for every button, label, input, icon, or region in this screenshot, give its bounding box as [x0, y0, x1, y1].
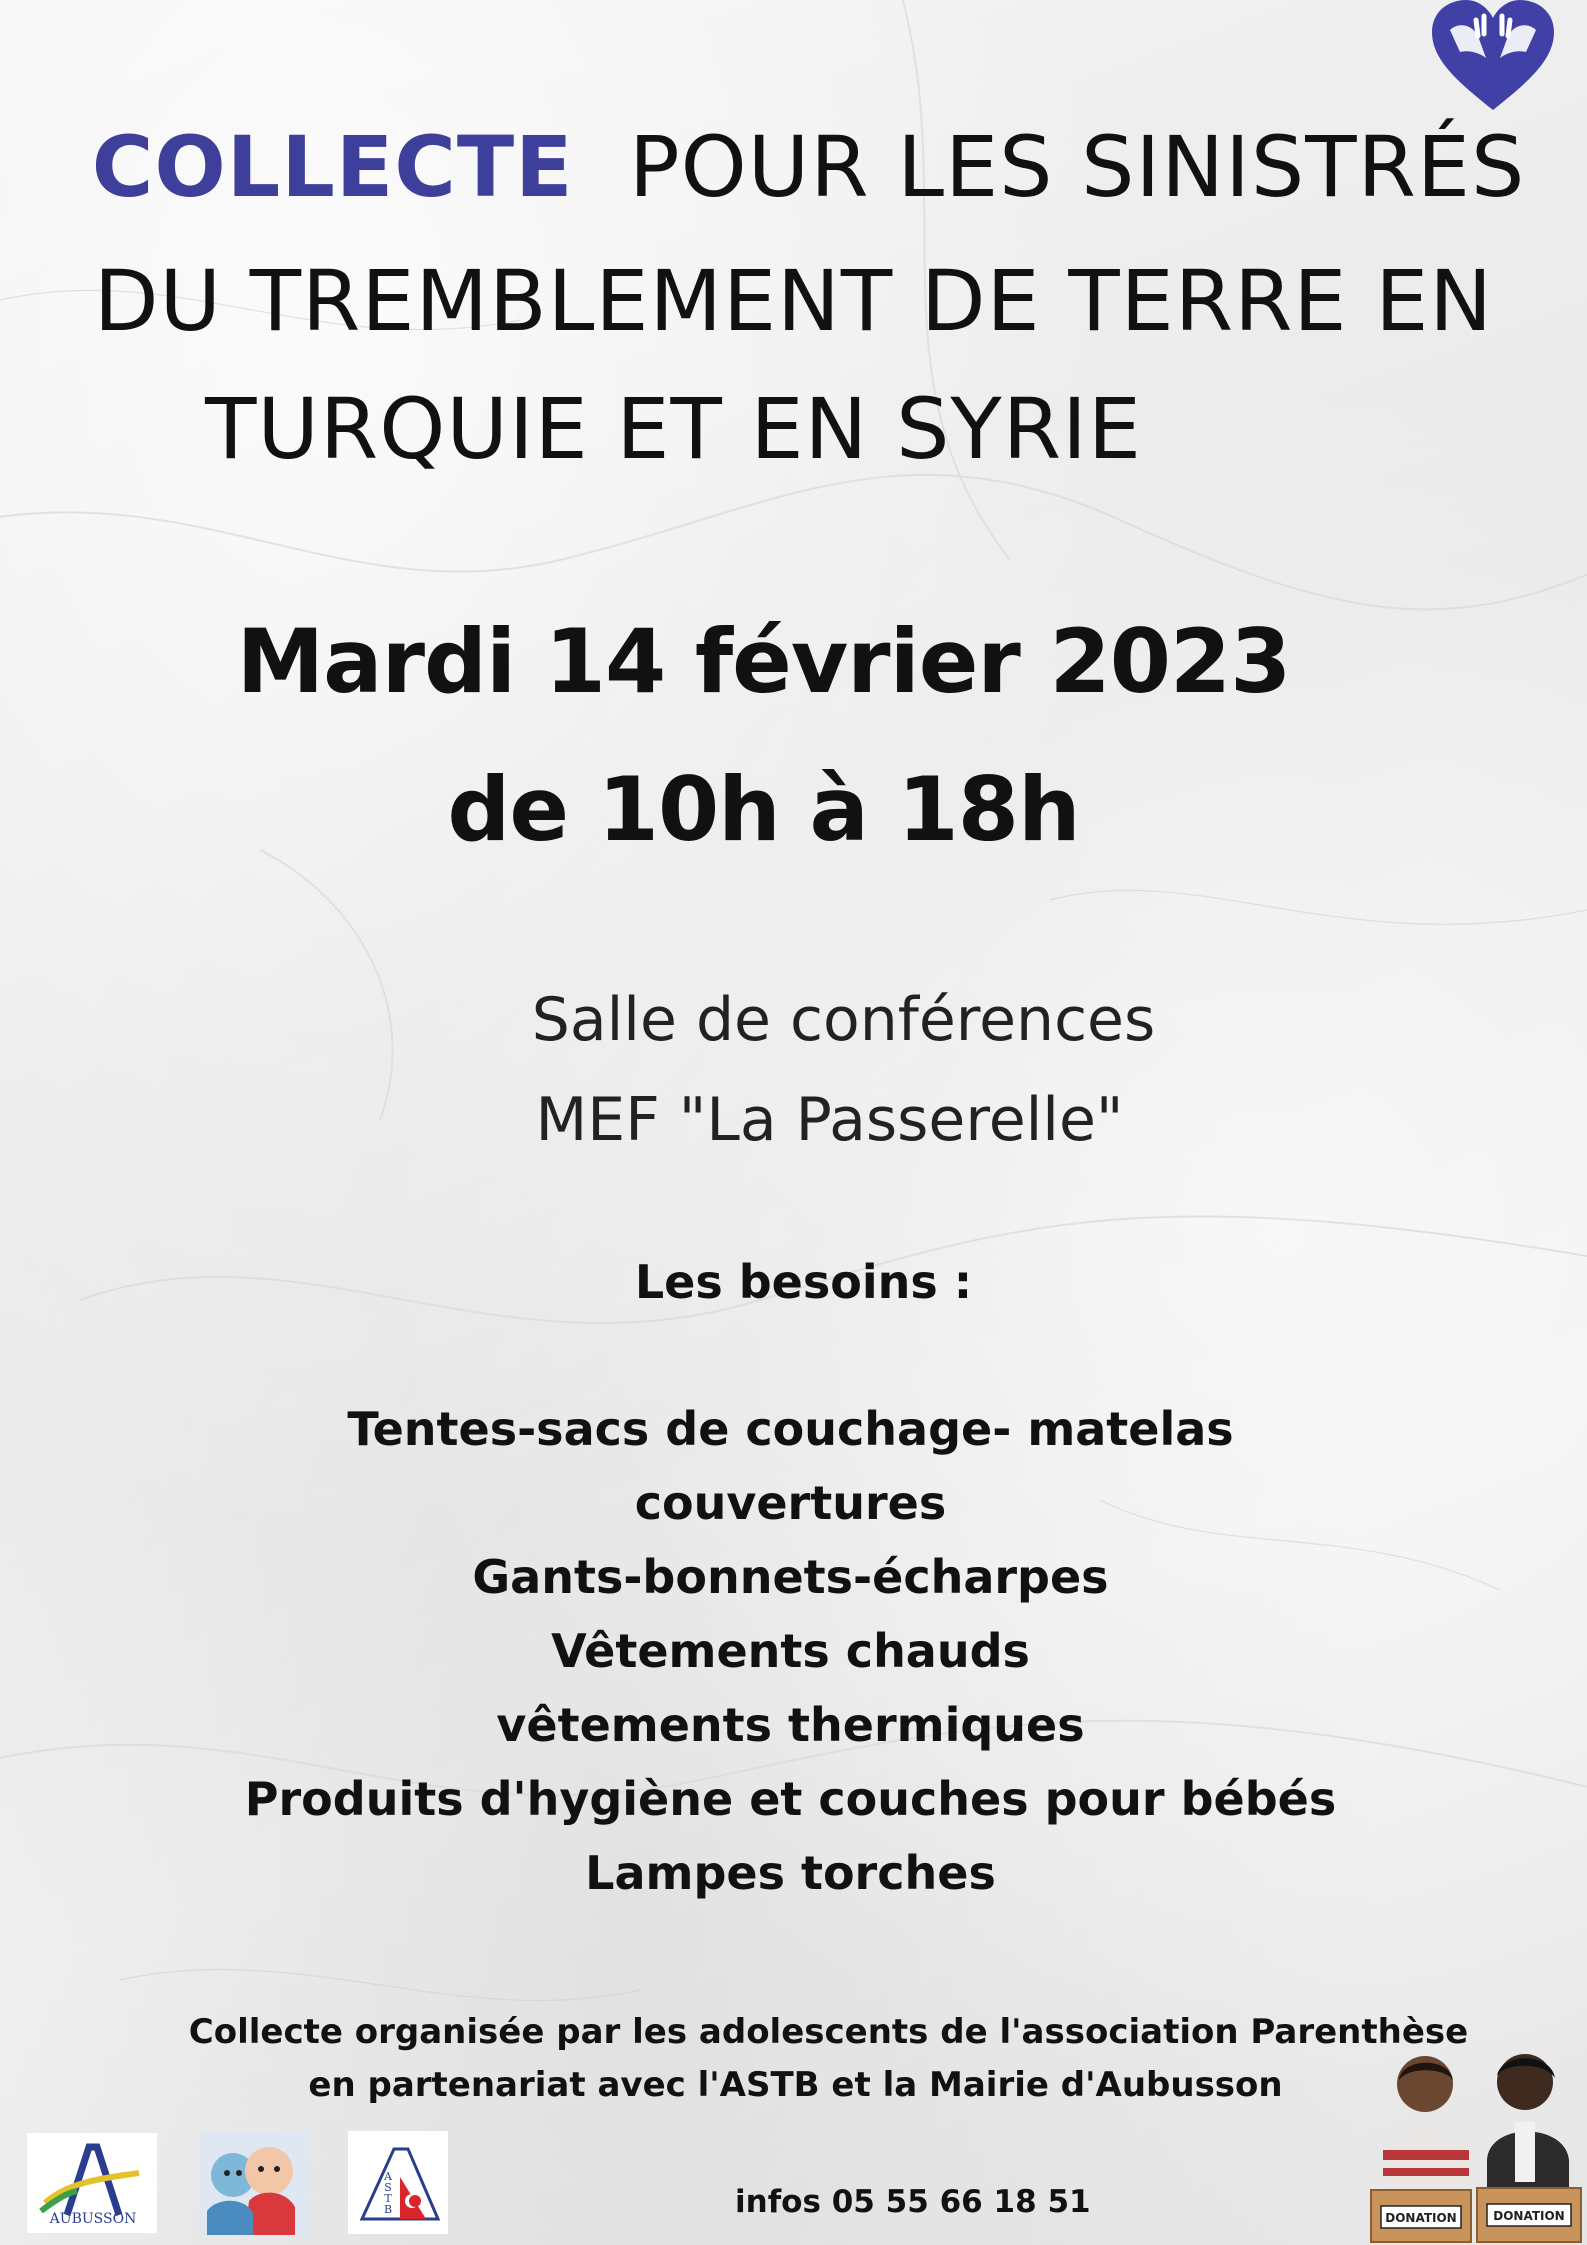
title-accent: COLLECTE — [91, 118, 574, 216]
astb-logo — [348, 2131, 448, 2234]
venue-line-2: MEF "La Passerelle" — [535, 1085, 1124, 1155]
astb-wordmark: ASTB — [383, 2170, 393, 2216]
contact-info: infos 05 55 66 18 51 — [735, 2184, 1091, 2220]
need-item: vêtements thermiques — [496, 1698, 1085, 1752]
venue-line-1: Salle de conférences — [531, 985, 1156, 1055]
title-line-2: DU TREMBLEMENT DE TERRE EN — [93, 252, 1494, 350]
aubusson-logo — [27, 2133, 157, 2233]
heart-hands-icon — [1428, 0, 1558, 116]
donation-label-right: DONATION — [1493, 2209, 1565, 2223]
need-item: Vêtements chauds — [551, 1624, 1030, 1678]
need-item: couvertures — [634, 1476, 947, 1530]
needs-heading: Les besoins : — [634, 1255, 973, 1309]
need-item: Tentes-sacs de couchage- matelas — [347, 1402, 1234, 1456]
parenthese-logo — [199, 2131, 309, 2235]
need-item: Produits d'hygiène et couches pour bébés — [244, 1772, 1337, 1826]
event-hours: de 10h à 18h — [447, 758, 1080, 861]
donation-label-left: DONATION — [1385, 2211, 1457, 2225]
organizer-line-2: en partenariat avec l'ASTB et la Mairie d'Aubusson — [308, 2065, 1283, 2105]
event-date: Mardi 14 février 2023 — [236, 610, 1291, 713]
aubusson-wordmark: AUBUSSON — [49, 2211, 137, 2227]
need-item: Lampes torches — [585, 1846, 996, 1900]
title-line-1 — [0, 118, 1587, 216]
organizer-line-1: Collecte organisée par les adolescents de l'association Parenthèse — [188, 2012, 1469, 2052]
donation-volunteers-illustration — [1365, 2050, 1587, 2245]
title-line-1-rest: POUR LES SINISTRÉS — [628, 118, 1526, 216]
need-item: Gants-bonnets-écharpes — [472, 1550, 1109, 1604]
title-line-3: TURQUIE ET EN SYRIE — [205, 380, 1142, 478]
